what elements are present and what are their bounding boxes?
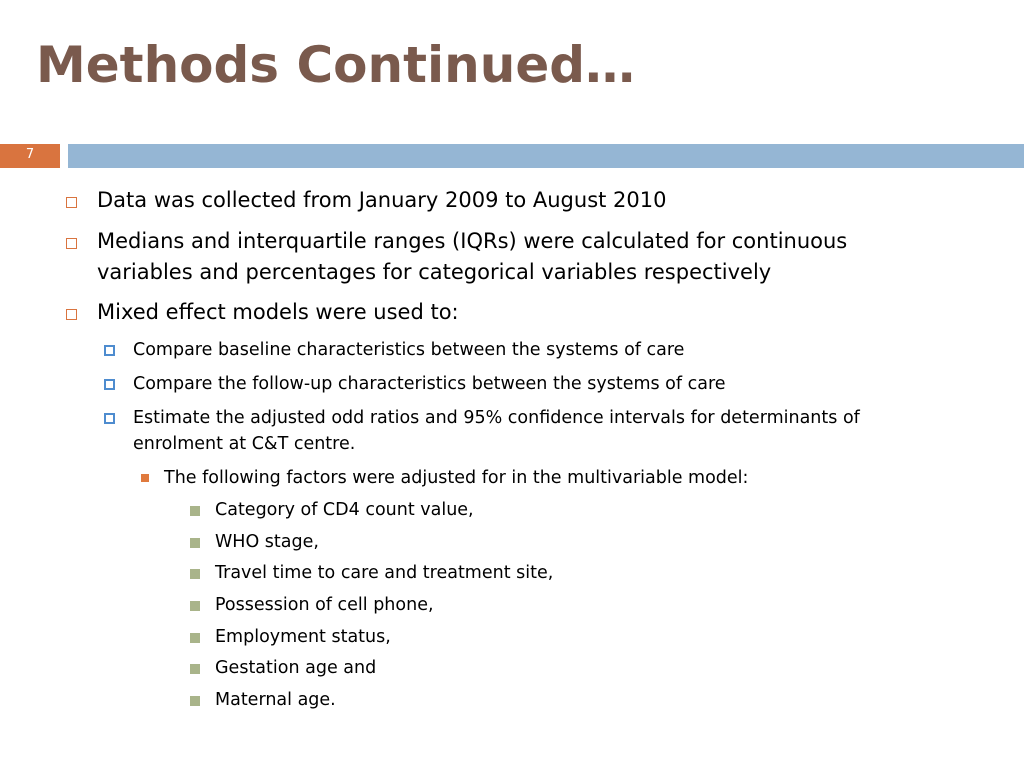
filled-square-bullet-icon [190,664,200,674]
filled-square-bullet-icon [141,474,149,482]
bullet-text: Mixed effect models were used to: [97,300,459,324]
square-bullet-icon [104,345,115,356]
bullet-text: Gestation age and [215,658,377,678]
hollow-square-bullet-icon [66,238,77,249]
bullet-text: Data was collected from January 2009 to August 2010 [97,188,667,212]
filled-square-bullet-icon [190,538,200,548]
hollow-square-bullet-icon [66,309,77,320]
bullet-text: Possession of cell phone, [215,595,434,615]
bullet-text: Employment status, [215,627,391,647]
square-bullet-icon [104,379,115,390]
bullet-text: WHO stage, [215,532,319,552]
hollow-square-bullet-icon [66,197,77,208]
bullet-text: Medians and interquartile ranges (IQRs) were calculated for continuous [97,229,848,253]
bullet-text: Compare the follow-up characteristics between the systems of care [133,374,726,394]
bullet-text: Estimate the adjusted odd ratios and 95% confidence intervals for determinants of [133,408,860,428]
square-bullet-icon [104,413,115,424]
filled-square-bullet-icon [190,569,200,579]
slide-number: 7 [0,144,60,168]
bullet-text: Maternal age. [215,690,336,710]
filled-square-bullet-icon [190,696,200,706]
filled-square-bullet-icon [190,633,200,643]
bullet-text-continued: enrolment at C&T centre. [133,434,356,454]
bullet-text: Compare baseline characteristics between the systems of care [133,340,685,360]
bullet-text-continued: variables and percentages for categorical variables respectively [97,260,772,284]
filled-square-bullet-icon [190,506,200,516]
bullet-text: Travel time to care and treatment site, [215,563,554,583]
slide-title: Methods Continued… [36,36,636,94]
bullet-text: The following factors were adjusted for in the multivariable model: [164,468,749,488]
filled-square-bullet-icon [190,601,200,611]
bullet-text: Category of CD4 count value, [215,500,474,520]
